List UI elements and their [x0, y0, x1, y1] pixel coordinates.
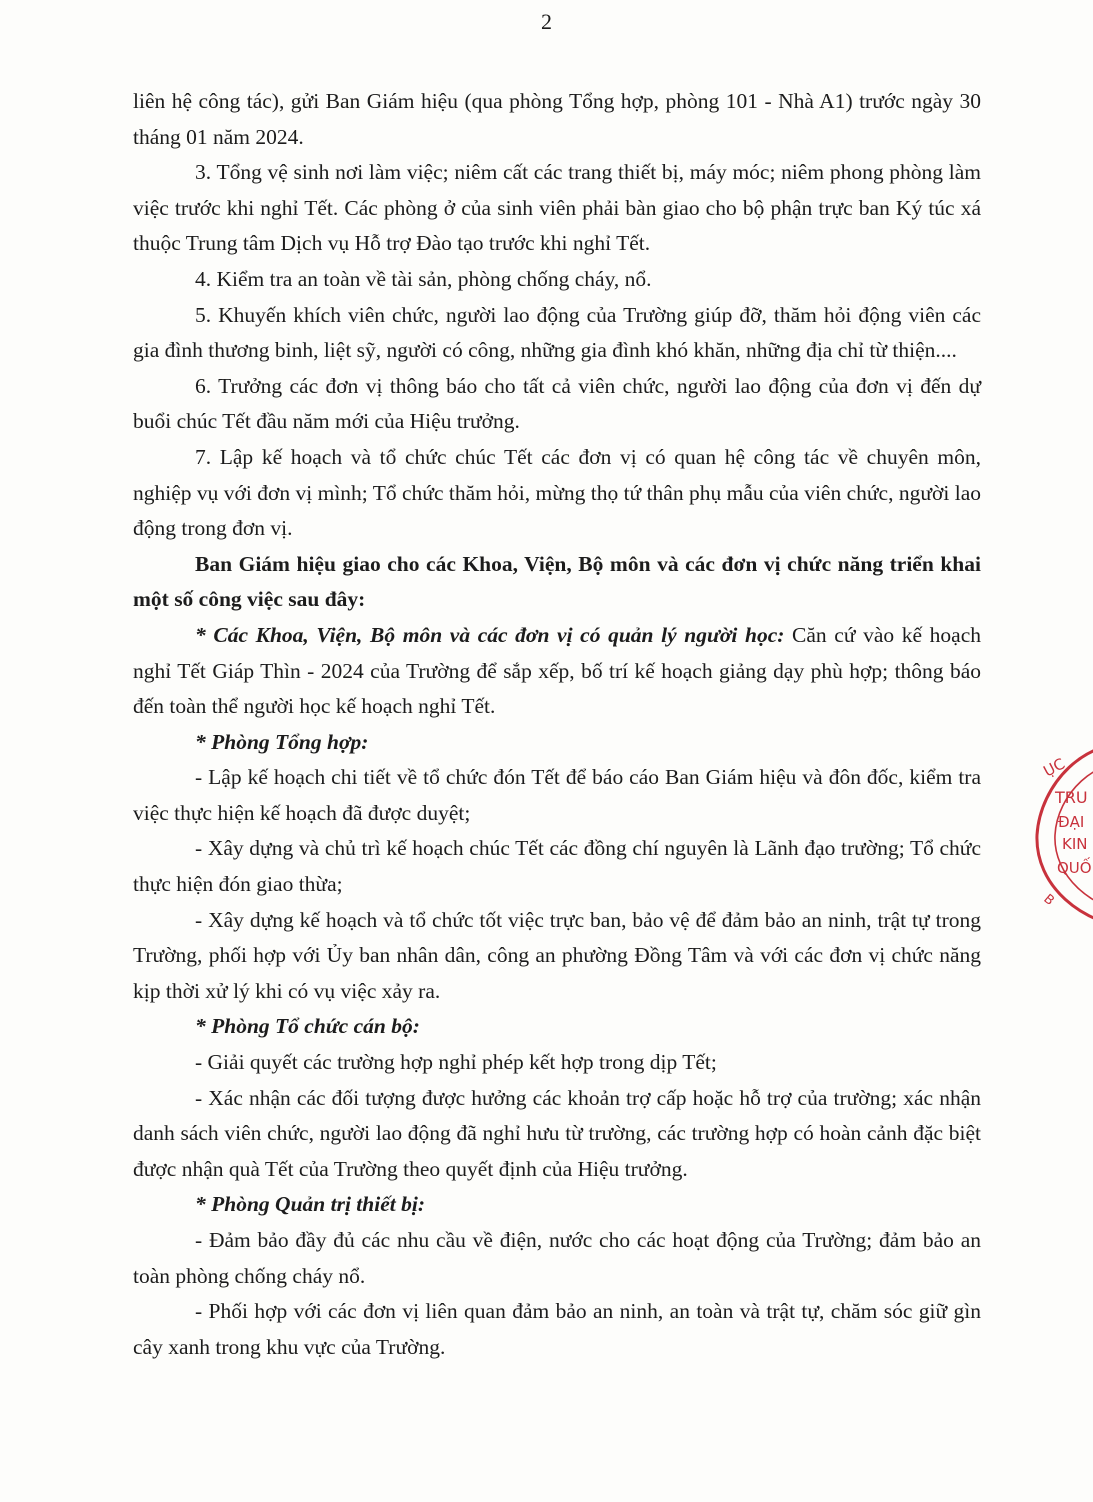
general-office-task-3: - Xây dựng kế hoạch và tổ chức tốt việc trực ban, bảo vệ để đảm bảo an ninh, trật tự trong Trường, phối hợp với Ủy ban nhân dân, công an phường Đồng Tâm và với các đơn vị chức năng kịp thời xử lý khi có vụ việc xảy ra. [133, 907, 981, 1003]
general-office-task-1: - Lập kế hoạch chi tiết về tổ chức đón Tết để báo cáo Ban Giám hiệu và đôn đốc, kiểm tra việc thực hiện kế hoạch đã được duyệt; [133, 765, 981, 825]
svg-text:QUỐ: QUỐ [1057, 859, 1092, 877]
paragraph-item-4: 4. Kiểm tra an toàn về tài sản, phòng chống cháy, nổ. [195, 266, 652, 291]
section-heading-personnel: * Phòng Tổ chức cán bộ: [195, 1014, 420, 1039]
paragraph-item-6: 6. Trưởng các đơn vị thông báo cho tất cả viên chức, người lao động của đơn vị đến dự buổi chúc Tết đầu năm mới của Hiệu trưởng. [133, 373, 981, 434]
paragraph-item-5: 5. Khuyến khích viên chức, người lao động của Trường giúp đỡ, thăm hỏi động viên các gia đình thương binh, liệt sỹ, người có công, những gia đình khó khăn, những địa chỉ từ thiện.... [133, 302, 981, 363]
paragraph-item-7: 7. Lập kế hoạch và tổ chức chúc Tết các đơn vị có quan hệ công tác về chuyên môn, nghiệp vụ với đơn vị mình; Tổ chức thăm hỏi, mừng thọ tứ thân phụ mẫu của viên chức, người lao động trong đơn vị. [133, 444, 981, 541]
document-body [133, 84, 981, 1365]
svg-text:TRU: TRU [1055, 788, 1088, 807]
svg-text:B: B [1040, 891, 1057, 909]
general-office-task-2: - Xây dựng và chủ trì kế hoạch chúc Tết các đồng chí nguyên là Lãnh đạo trường; Tổ chức thực hiện đón giao thừa; [133, 836, 981, 897]
svg-text:KIN: KIN [1062, 835, 1088, 853]
personnel-task-2: - Xác nhận các đối tượng được hưởng các khoản trợ cấp hoặc hỗ trợ của trường; xác nhận danh sách viên chức, người lao động đã nghỉ hưu từ trường, các trường hợp có hoàn cảnh đặc biệt được nhận quà Tết của Trường theo quyết định của Hiệu trưởng. [133, 1085, 981, 1181]
paragraph-item-3: 3. Tổng vệ sinh nơi làm việc; niêm cất các trang thiết bị, máy móc; niêm phong phòng làm việc trước khi nghỉ Tết. Các phòng ở của sinh viên phải bàn giao cho bộ phận trực ban Ký túc xá thuộc Trung tâm Dịch vụ Hỗ trợ Đào tạo trước khi nghỉ Tết. [133, 160, 981, 256]
faculty-section [133, 618, 981, 725]
svg-text:ĐẠI: ĐẠI [1058, 813, 1085, 831]
personnel-task-1: - Giải quyết các trường hợp nghỉ phép kết hợp trong dịp Tết; [195, 1050, 717, 1075]
assignment-intro: Ban Giám hiệu giao cho các Khoa, Viện, Bộ môn và các đơn vị chức năng triển khai một số công việc sau đây: [133, 551, 981, 612]
paragraph-continuation: liên hệ công tác), gửi Ban Giám hiệu (qua phòng Tổng hợp, phòng 101 - Nhà A1) trước ngày 30 tháng 01 năm 2024. [133, 89, 981, 149]
faculty-section-text: Căn cứ vào kế hoạch nghỉ Tết Giáp Thìn - 2024 của Trường để sắp xếp, bố trí kế hoạch giảng dạy phù hợp; thông báo đến toàn thể người học kế hoạch nghỉ Tết. [133, 622, 982, 719]
official-seal-stamp [1025, 725, 1093, 940]
section-heading-equipment: * Phòng Quản trị thiết bị: [195, 1192, 425, 1217]
page-number: 2 [541, 9, 552, 34]
section-heading-general-office: * Phòng Tổng hợp: [195, 729, 369, 754]
svg-text:ỤC: ỤC [1040, 754, 1068, 781]
equipment-task-1: - Đảm bảo đầy đủ các nhu cầu về điện, nước cho các hoạt động của Trường; đảm bảo an toàn phòng chống cháy nổ. [133, 1228, 981, 1288]
equipment-task-2: - Phối hợp với các đơn vị liên quan đảm bảo an ninh, an toàn và trật tự, chăm sóc giữ gìn cây xanh trong khu vực của Trường. [133, 1299, 981, 1359]
faculty-section-heading: * Các Khoa, Viện, Bộ môn và các đơn vị có quản lý người học: [195, 622, 785, 647]
